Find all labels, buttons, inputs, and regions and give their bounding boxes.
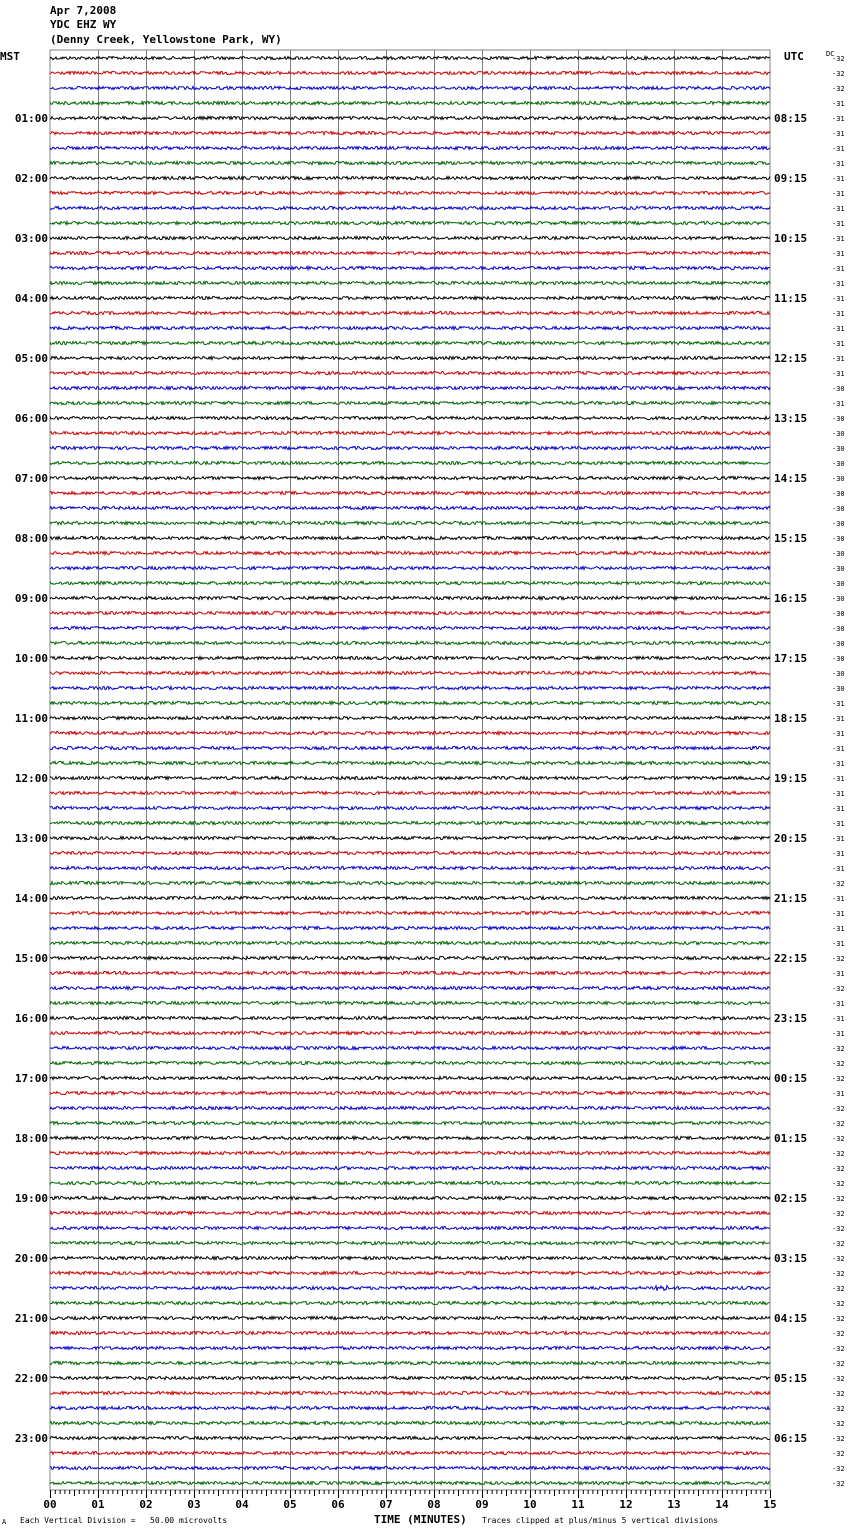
right-timezone-label: UTC bbox=[784, 50, 804, 63]
x-tick-label: 09 bbox=[475, 1498, 489, 1511]
trace bbox=[50, 431, 770, 434]
dc-offset-label: -32 bbox=[832, 1075, 845, 1083]
trace bbox=[50, 1211, 770, 1214]
dc-offset-label: -31 bbox=[832, 1015, 845, 1023]
dc-offset-label: -30 bbox=[832, 445, 845, 453]
trace bbox=[50, 776, 770, 779]
dc-offset-label: -32 bbox=[832, 1045, 845, 1053]
dc-offset-label: -32 bbox=[832, 85, 845, 93]
dc-offset-label: -31 bbox=[832, 760, 845, 768]
dc-offset-label: -30 bbox=[832, 490, 845, 498]
trace bbox=[50, 476, 770, 479]
dc-offset-label: -31 bbox=[832, 130, 845, 138]
trace bbox=[50, 1391, 770, 1394]
trace bbox=[50, 386, 770, 389]
trace bbox=[50, 1001, 770, 1004]
mst-hour-label: 18:00 bbox=[14, 1132, 48, 1145]
dc-offset-label: -32 bbox=[832, 1150, 845, 1158]
dc-offset-label: -31 bbox=[832, 235, 845, 243]
mst-hour-label: 07:00 bbox=[14, 472, 48, 485]
mst-hour-label: 10:00 bbox=[14, 652, 48, 665]
dc-offset-label: -31 bbox=[832, 145, 845, 153]
mst-hour-label: 14:00 bbox=[14, 892, 48, 905]
trace bbox=[50, 161, 770, 164]
trace bbox=[50, 596, 770, 599]
dc-offset-label: -30 bbox=[832, 595, 845, 603]
dc-offset-label: -32 bbox=[832, 1060, 845, 1068]
mst-hour-label: 21:00 bbox=[14, 1312, 48, 1325]
dc-offset-label: -30 bbox=[832, 520, 845, 528]
mst-hour-label: 17:00 bbox=[14, 1072, 48, 1085]
trace bbox=[50, 221, 770, 224]
dc-offset-label: -31 bbox=[832, 340, 845, 348]
trace bbox=[50, 416, 770, 419]
dc-offset-label: -32 bbox=[832, 1120, 845, 1128]
plot-date: Apr 7,2008 bbox=[50, 4, 117, 17]
dc-offset-label: -30 bbox=[832, 385, 845, 393]
x-tick-label: 08 bbox=[427, 1498, 441, 1511]
mst-hour-label: 04:00 bbox=[14, 292, 48, 305]
trace bbox=[50, 236, 770, 239]
x-tick-label: 03 bbox=[187, 1498, 201, 1511]
x-tick-label: 14 bbox=[715, 1498, 729, 1511]
trace bbox=[50, 491, 770, 494]
trace bbox=[50, 1061, 770, 1064]
dc-offset-label: -31 bbox=[832, 730, 845, 738]
trace bbox=[50, 191, 770, 194]
dc-offset-label: -32 bbox=[832, 1450, 845, 1458]
x-tick-label: 02 bbox=[139, 1498, 153, 1511]
trace bbox=[50, 866, 770, 869]
dc-offset-label: -30 bbox=[832, 460, 845, 468]
dc-offset-label: -32 bbox=[832, 1210, 845, 1218]
dc-offset-label: -32 bbox=[832, 1405, 845, 1413]
trace bbox=[50, 1436, 770, 1439]
dc-offset-label: -31 bbox=[832, 925, 845, 933]
dc-offset-label: -31 bbox=[832, 940, 845, 948]
trace bbox=[50, 521, 770, 524]
utc-hour-label: 08:15 bbox=[774, 112, 808, 125]
dc-offset-label: -32 bbox=[832, 1255, 845, 1263]
seismic-traces bbox=[50, 56, 770, 1484]
dc-offset-label: -31 bbox=[832, 1090, 845, 1098]
mst-hour-label: 13:00 bbox=[14, 832, 48, 845]
trace bbox=[50, 791, 770, 794]
dc-offset-label: -32 bbox=[832, 1225, 845, 1233]
utc-hour-label: 19:15 bbox=[774, 772, 808, 785]
trace bbox=[50, 821, 770, 824]
mst-hour-label: 09:00 bbox=[14, 592, 48, 605]
dc-offset-label: -31 bbox=[832, 205, 845, 213]
mst-hour-label: 12:00 bbox=[14, 772, 48, 785]
dc-offset-label: -32 bbox=[832, 880, 845, 888]
dc-offset-label: -31 bbox=[832, 100, 845, 108]
utc-hour-label: 09:15 bbox=[774, 172, 808, 185]
dc-offset-label: -31 bbox=[832, 190, 845, 198]
vertical-scale-note: Each Vertical Division = 50.00 microvolts bbox=[20, 1516, 228, 1525]
dc-offset-label: -31 bbox=[832, 835, 845, 843]
dc-offset-label: -30 bbox=[832, 685, 845, 693]
trace bbox=[50, 656, 770, 659]
dc-offset-label: -31 bbox=[832, 910, 845, 918]
dc-offset-label: -32 bbox=[832, 1330, 845, 1338]
utc-hour-label: 16:15 bbox=[774, 592, 808, 605]
dc-offset-label: -31 bbox=[832, 160, 845, 168]
dc-offset-labels bbox=[832, 55, 845, 1488]
dc-offset-label: -30 bbox=[832, 580, 845, 588]
trace bbox=[50, 146, 770, 149]
dc-offset-label: -31 bbox=[832, 115, 845, 123]
mst-hour-label: 03:00 bbox=[14, 232, 48, 245]
x-axis-title: TIME (MINUTES) bbox=[374, 1513, 467, 1526]
dc-offset-label: -30 bbox=[832, 550, 845, 558]
trace bbox=[50, 1361, 770, 1364]
x-tick-label: 13 bbox=[667, 1498, 681, 1511]
trace bbox=[50, 176, 770, 179]
trace bbox=[50, 311, 770, 314]
dc-offset-label: -31 bbox=[832, 355, 845, 363]
dc-offset-label: -31 bbox=[832, 805, 845, 813]
utc-hour-label: 05:15 bbox=[774, 1372, 808, 1385]
trace bbox=[50, 1226, 770, 1229]
dc-offset-label: -30 bbox=[832, 610, 845, 618]
trace bbox=[50, 536, 770, 539]
dc-offset-label: -31 bbox=[832, 295, 845, 303]
trace bbox=[50, 1016, 770, 1019]
dc-offset-label: -32 bbox=[832, 1180, 845, 1188]
utc-hour-label: 04:15 bbox=[774, 1312, 808, 1325]
dc-offset-label: -30 bbox=[832, 430, 845, 438]
dc-offset-label: -30 bbox=[832, 640, 845, 648]
dc-offset-label: -30 bbox=[832, 670, 845, 678]
x-tick-label: 05 bbox=[283, 1498, 297, 1511]
x-tick-label: 06 bbox=[331, 1498, 345, 1511]
dc-offset-label: -32 bbox=[832, 1195, 845, 1203]
dc-offset-label: -30 bbox=[832, 475, 845, 483]
utc-hour-label: 06:15 bbox=[774, 1432, 808, 1445]
trace bbox=[50, 1256, 770, 1259]
trace bbox=[50, 896, 770, 899]
utc-hour-label: 20:15 bbox=[774, 832, 808, 845]
dc-offset-label: -30 bbox=[832, 415, 845, 423]
trace bbox=[50, 1031, 770, 1034]
trace bbox=[50, 881, 770, 884]
trace bbox=[50, 1136, 770, 1139]
trace bbox=[50, 1301, 770, 1304]
trace bbox=[50, 686, 770, 689]
dc-offset-label: -32 bbox=[832, 55, 845, 63]
station-code: YDC EHZ WY bbox=[50, 18, 117, 31]
mst-hour-label: 11:00 bbox=[14, 712, 48, 725]
trace bbox=[50, 326, 770, 329]
x-tick-label: 04 bbox=[235, 1498, 249, 1511]
dc-offset-label: -31 bbox=[832, 715, 845, 723]
trace bbox=[50, 926, 770, 929]
dc-offset-label: -31 bbox=[832, 280, 845, 288]
trace bbox=[50, 1421, 770, 1424]
dc-offset-label: -31 bbox=[832, 790, 845, 798]
utc-hour-label: 17:15 bbox=[774, 652, 808, 665]
dc-offset-label: -32 bbox=[832, 1480, 845, 1488]
trace bbox=[50, 971, 770, 974]
trace bbox=[50, 551, 770, 554]
left-timezone-label: MST bbox=[0, 50, 20, 63]
mst-hour-label: 08:00 bbox=[14, 532, 48, 545]
mst-hour-label: 16:00 bbox=[14, 1012, 48, 1025]
trace bbox=[50, 731, 770, 734]
trace bbox=[50, 131, 770, 134]
trace bbox=[50, 1091, 770, 1094]
trace bbox=[50, 1121, 770, 1124]
trace bbox=[50, 296, 770, 299]
trace bbox=[50, 911, 770, 914]
dc-offset-label: -31 bbox=[832, 820, 845, 828]
trace bbox=[50, 746, 770, 749]
trace bbox=[50, 371, 770, 374]
utc-hour-label: 11:15 bbox=[774, 292, 808, 305]
utc-hour-label: 14:15 bbox=[774, 472, 808, 485]
utc-hour-label: 15:15 bbox=[774, 532, 808, 545]
dc-offset-label: -32 bbox=[832, 1360, 845, 1368]
dc-offset-label: -31 bbox=[832, 970, 845, 978]
trace bbox=[50, 1406, 770, 1409]
mst-hour-label: 23:00 bbox=[14, 1432, 48, 1445]
dc-offset-label: -31 bbox=[832, 1000, 845, 1008]
utc-hour-label: 03:15 bbox=[774, 1252, 808, 1265]
trace bbox=[50, 1076, 770, 1079]
trace bbox=[50, 506, 770, 509]
trace bbox=[50, 986, 770, 989]
trace bbox=[50, 941, 770, 944]
trace bbox=[50, 356, 770, 359]
mst-hour-label: 06:00 bbox=[14, 412, 48, 425]
trace bbox=[50, 206, 770, 209]
trace bbox=[50, 581, 770, 584]
dc-offset-label: -32 bbox=[832, 1300, 845, 1308]
dc-offset-label: -31 bbox=[832, 865, 845, 873]
x-tick-label: 12 bbox=[619, 1498, 633, 1511]
dc-offset-label: -32 bbox=[832, 1375, 845, 1383]
mst-hour-label: 01:00 bbox=[14, 112, 48, 125]
mst-hour-label: 22:00 bbox=[14, 1372, 48, 1385]
dc-offset-label: -30 bbox=[832, 625, 845, 633]
trace bbox=[50, 1166, 770, 1169]
mst-hour-labels bbox=[15, 112, 48, 1445]
dc-offset-label: -32 bbox=[832, 1390, 845, 1398]
dc-offset-label: -32 bbox=[832, 1240, 845, 1248]
dc-offset-label: -32 bbox=[832, 1345, 845, 1353]
trace bbox=[50, 1286, 770, 1291]
trace bbox=[50, 1271, 770, 1274]
dc-offset-label: -32 bbox=[832, 1165, 845, 1173]
trace bbox=[50, 1046, 770, 1049]
dc-offset-label: -31 bbox=[832, 775, 845, 783]
trace bbox=[50, 806, 770, 809]
utc-hour-label: 18:15 bbox=[774, 712, 808, 725]
trace bbox=[50, 1316, 770, 1319]
trace bbox=[50, 1331, 770, 1334]
utc-hour-label: 02:15 bbox=[774, 1192, 808, 1205]
x-tick-label: 07 bbox=[379, 1498, 393, 1511]
station-location: (Denny Creek, Yellowstone Park, WY) bbox=[50, 33, 282, 46]
dc-offset-label: -31 bbox=[832, 370, 845, 378]
trace bbox=[50, 761, 770, 764]
x-tick-label: 00 bbox=[43, 1498, 57, 1511]
mst-hour-label: 02:00 bbox=[14, 172, 48, 185]
mst-hour-label: 15:00 bbox=[14, 952, 48, 965]
utc-hour-label: 21:15 bbox=[774, 892, 808, 905]
dc-offset-label: -31 bbox=[832, 400, 845, 408]
dc-offset-label: -30 bbox=[832, 655, 845, 663]
dc-offset-label: -31 bbox=[832, 250, 845, 258]
trace bbox=[50, 641, 770, 644]
utc-hour-labels bbox=[774, 112, 807, 1445]
trace bbox=[50, 1151, 770, 1154]
utc-hour-label: 23:15 bbox=[774, 1012, 808, 1025]
trace bbox=[50, 56, 770, 59]
trace bbox=[50, 1466, 770, 1469]
utc-hour-label: 00:15 bbox=[774, 1072, 808, 1085]
clip-note: Traces clipped at plus/minus 5 vertical divisions bbox=[482, 1516, 719, 1525]
dc-offset-label: -31 bbox=[832, 895, 845, 903]
trace bbox=[50, 116, 770, 119]
x-tick-label: 11 bbox=[571, 1498, 585, 1511]
x-tick-label: 10 bbox=[523, 1498, 537, 1511]
trace bbox=[50, 851, 770, 854]
trace bbox=[50, 341, 770, 344]
dc-offset-label: -30 bbox=[832, 535, 845, 543]
dc-offset-label: -32 bbox=[832, 1285, 845, 1293]
dc-offset-label: -30 bbox=[832, 565, 845, 573]
dc-offset-label: -32 bbox=[832, 985, 845, 993]
trace bbox=[50, 251, 770, 254]
trace bbox=[50, 1346, 770, 1349]
trace bbox=[50, 266, 770, 269]
dc-offset-label: -31 bbox=[832, 310, 845, 318]
dc-offset-label: -32 bbox=[832, 1465, 845, 1473]
dc-offset-label: -32 bbox=[832, 1435, 845, 1443]
x-axis bbox=[43, 1490, 776, 1511]
trace bbox=[50, 1376, 770, 1379]
trace bbox=[50, 1451, 770, 1454]
dc-offset-label: -32 bbox=[832, 1315, 845, 1323]
trace bbox=[50, 446, 770, 449]
dc-offset-label: -31 bbox=[832, 325, 845, 333]
mst-hour-label: 05:00 bbox=[14, 352, 48, 365]
utc-hour-label: 13:15 bbox=[774, 412, 808, 425]
dc-offset-label: -32 bbox=[832, 70, 845, 78]
x-tick-label: 01 bbox=[91, 1498, 105, 1511]
trace bbox=[50, 1181, 770, 1184]
trace bbox=[50, 101, 770, 104]
utc-hour-label: 22:15 bbox=[774, 952, 808, 965]
dc-offset-label: -32 bbox=[832, 1270, 845, 1278]
dc-offset-label: -31 bbox=[832, 1030, 845, 1038]
x-tick-label: 15 bbox=[763, 1498, 777, 1511]
dc-column-label: DC bbox=[826, 50, 835, 58]
trace bbox=[50, 461, 770, 464]
dc-offset-label: -32 bbox=[832, 1105, 845, 1113]
trace bbox=[50, 71, 770, 74]
trace bbox=[50, 86, 770, 89]
trace bbox=[50, 1241, 770, 1244]
trace bbox=[50, 281, 770, 284]
utc-hour-label: 01:15 bbox=[774, 1132, 808, 1145]
trace bbox=[50, 611, 770, 614]
dc-offset-label: -32 bbox=[832, 955, 845, 963]
trace bbox=[50, 836, 770, 839]
trace bbox=[50, 1106, 770, 1109]
dc-offset-label: -32 bbox=[832, 1420, 845, 1428]
mst-hour-label: 19:00 bbox=[14, 1192, 48, 1205]
corner-mark: A bbox=[2, 1518, 7, 1526]
dc-offset-label: -31 bbox=[832, 175, 845, 183]
trace bbox=[50, 401, 770, 404]
utc-hour-label: 10:15 bbox=[774, 232, 808, 245]
mst-hour-label: 20:00 bbox=[14, 1252, 48, 1265]
trace bbox=[50, 701, 770, 704]
dc-offset-label: -31 bbox=[832, 265, 845, 273]
dc-offset-label: -31 bbox=[832, 700, 845, 708]
trace bbox=[50, 1196, 770, 1199]
dc-offset-label: -32 bbox=[832, 1135, 845, 1143]
trace bbox=[50, 1481, 770, 1484]
trace bbox=[50, 671, 770, 674]
dc-offset-label: -30 bbox=[832, 505, 845, 513]
trace bbox=[50, 566, 770, 569]
dc-offset-label: -31 bbox=[832, 220, 845, 228]
trace bbox=[50, 716, 770, 719]
trace bbox=[50, 956, 770, 959]
utc-hour-label: 12:15 bbox=[774, 352, 808, 365]
trace bbox=[50, 626, 770, 629]
dc-offset-label: -31 bbox=[832, 850, 845, 858]
dc-offset-label: -31 bbox=[832, 745, 845, 753]
